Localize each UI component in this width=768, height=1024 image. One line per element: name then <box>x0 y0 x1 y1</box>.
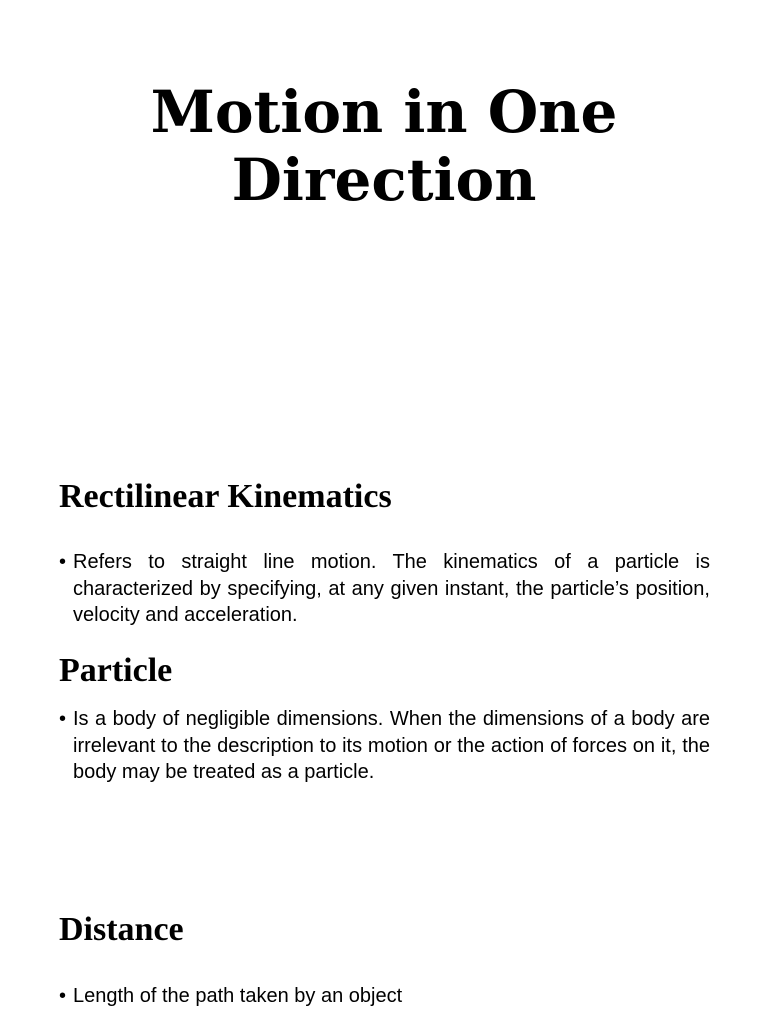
section-heading-rectilinear-kinematics: Rectilinear Kinematics <box>59 478 392 515</box>
bullet-item-distance <box>59 983 710 1010</box>
slide-title <box>0 78 768 214</box>
bullet-text: Is a body of negligible dimensions. When the dimensions of a body are irrelevant to the description to its motion or the action of forces on it, the body may be treated as a particle. <box>73 708 710 783</box>
bullet-text: Refers to straight line motion. The kinematics of a particle is characterized by specifying, at any given instant, the particle’s position, velocity and acceleration. <box>73 551 710 626</box>
bullet-dot-icon: • <box>59 985 67 1007</box>
bullet-item-rectilinear-kinematics <box>59 549 710 629</box>
slide-title-line-1: Motion in One <box>150 78 618 146</box>
section-heading-particle: Particle <box>59 652 173 689</box>
bullet-dot-icon: • <box>59 708 67 730</box>
bullet-text: Length of the path taken by an object <box>73 985 403 1007</box>
slide-title-line-2: Direction <box>231 146 537 214</box>
bullet-dot-icon: • <box>59 551 67 573</box>
section-heading-distance: Distance <box>59 911 184 948</box>
bullet-item-particle <box>59 706 710 786</box>
